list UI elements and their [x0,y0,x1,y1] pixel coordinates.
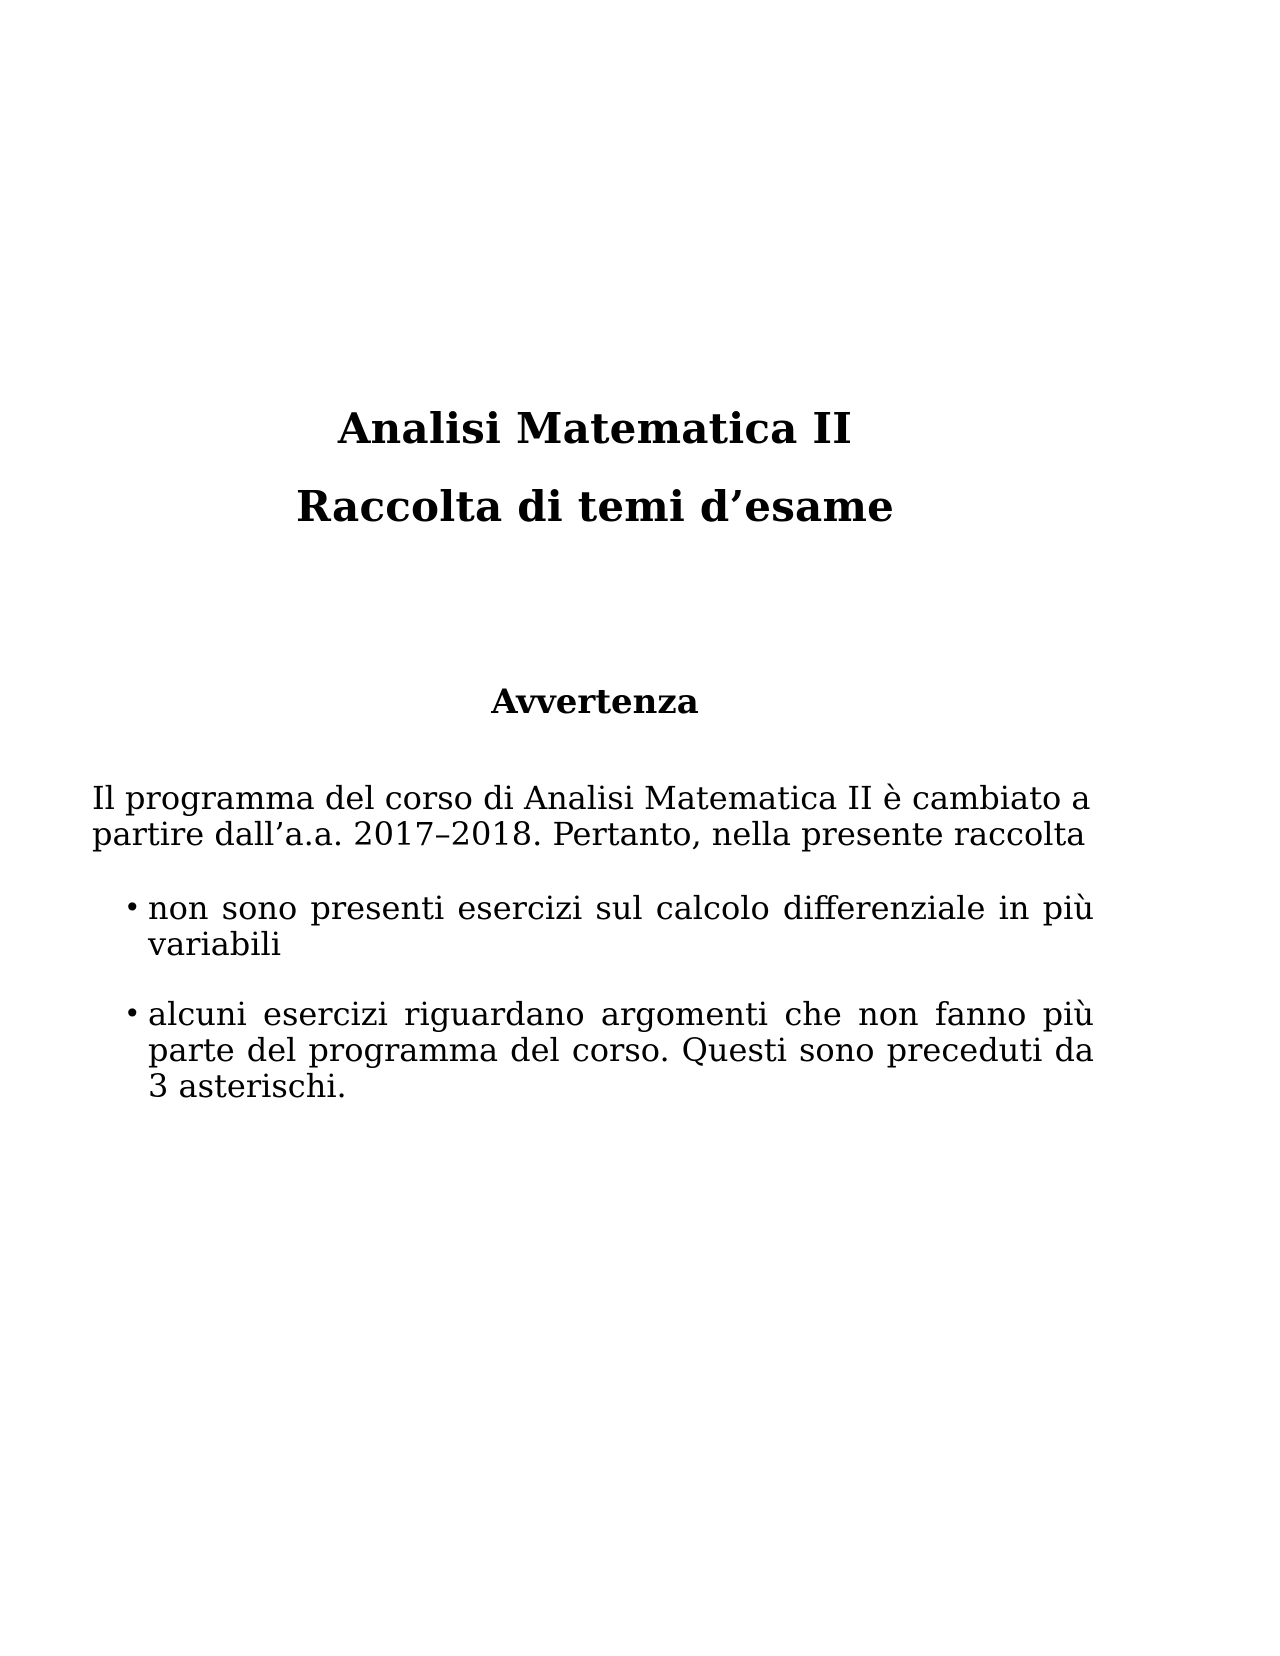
document-title: Analisi Matematica II [337,404,853,453]
list-item [92,890,1094,962]
section-heading: Avvertenza [491,682,699,722]
bullet-icon: • [124,891,141,924]
bullet-icon: • [124,997,141,1030]
document-subtitle: Raccolta di temi d’esame [295,482,895,531]
list-item-text: alcuni esercizi riguardano argomenti che non fanno più parte del programma del corso. Questi sono preceduti da 3 asterischi. [148,995,1094,1105]
list-item [92,996,1094,1104]
intro-paragraph: Il programma del corso di Analisi Matematica II è cambiato a partire dall’a.a. 2017–2018. Pertanto, nella presente raccolta [92,779,1091,853]
list-item-text: non sono presenti esercizi sul calcolo differenziale in più variabili [148,889,1094,963]
notice-bullet-list [92,890,1094,1138]
title-block [0,390,1190,546]
